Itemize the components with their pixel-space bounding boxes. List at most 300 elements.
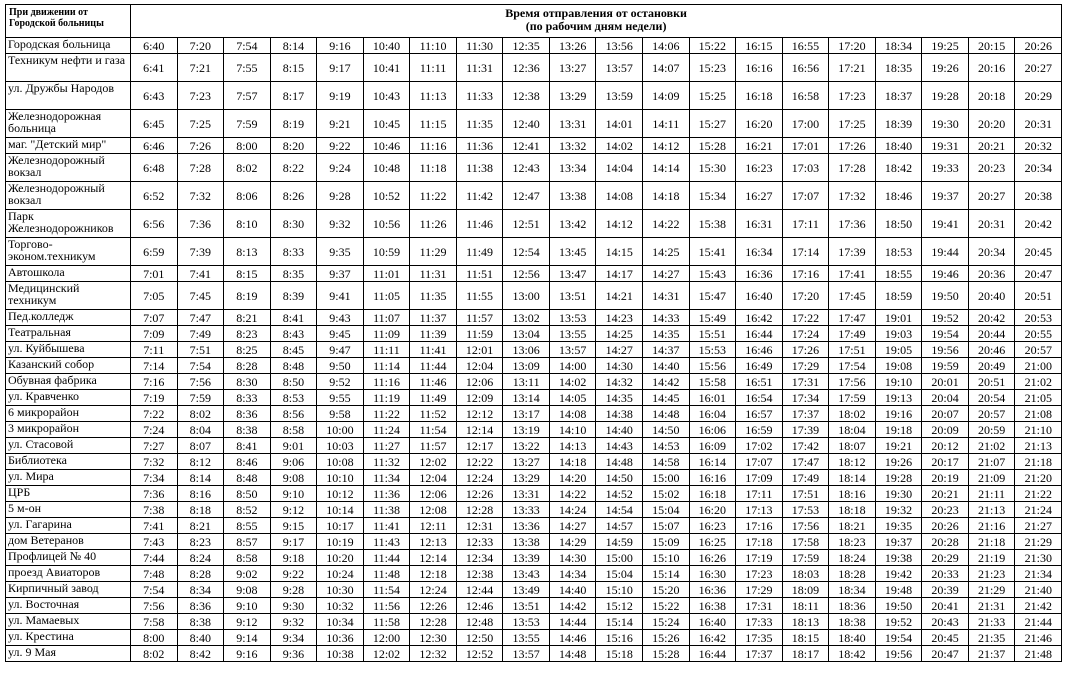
departure-time: 19:21: [875, 438, 922, 454]
departure-time: 19:37: [922, 182, 969, 210]
departure-time: 10:24: [317, 566, 364, 582]
departure-time: 17:22: [782, 310, 829, 326]
departure-time: 12:30: [410, 630, 457, 646]
departure-time: 8:21: [224, 310, 271, 326]
departure-time: 12:09: [456, 390, 503, 406]
departure-time: 14:27: [596, 342, 643, 358]
departure-time: 13:51: [549, 282, 596, 310]
departure-time: 17:49: [782, 470, 829, 486]
departure-time: 20:26: [922, 518, 969, 534]
table-row: [6, 406, 1062, 422]
departure-time: 15:25: [689, 82, 736, 110]
departure-time: 8:52: [224, 502, 271, 518]
departure-time: 20:15: [968, 38, 1015, 54]
departure-time: 21:35: [968, 630, 1015, 646]
departure-time: 12:12: [456, 406, 503, 422]
departure-time: 8:19: [224, 282, 271, 310]
departure-time: 19:01: [875, 310, 922, 326]
departure-time: 20:34: [968, 238, 1015, 266]
departure-time: 15:30: [689, 154, 736, 182]
departure-time: 13:26: [549, 38, 596, 54]
departure-time: 15:00: [643, 470, 690, 486]
departure-time: 13:36: [503, 518, 550, 534]
departure-time: 14:07: [643, 54, 690, 82]
departure-time: 9:21: [317, 110, 364, 138]
departure-time: 14:54: [596, 502, 643, 518]
departure-time: 14:46: [549, 630, 596, 646]
table-row: [6, 630, 1062, 646]
departure-time: 7:36: [131, 486, 178, 502]
departure-time: 19:37: [875, 534, 922, 550]
departure-time: 10:36: [317, 630, 364, 646]
departure-time: 7:21: [177, 54, 224, 82]
departure-time: 12:17: [456, 438, 503, 454]
departure-time: 20:21: [968, 138, 1015, 154]
departure-time: 9:43: [317, 310, 364, 326]
departure-time: 21:44: [1015, 614, 1062, 630]
departure-time: 17:47: [782, 454, 829, 470]
departure-time: 7:11: [131, 342, 178, 358]
stop-name: Театральная: [6, 326, 131, 342]
departure-time: 13:56: [596, 38, 643, 54]
table-row: [6, 82, 1062, 110]
departure-time: 17:13: [736, 502, 783, 518]
departure-time: 13:04: [503, 326, 550, 342]
departure-time: 15:20: [643, 582, 690, 598]
departure-time: 11:31: [410, 266, 457, 282]
departure-time: 16:57: [736, 406, 783, 422]
departure-time: 11:11: [363, 342, 410, 358]
departure-time: 11:15: [410, 110, 457, 138]
departure-time: 20:04: [922, 390, 969, 406]
departure-time: 18:37: [875, 82, 922, 110]
stop-name: Торгово-эконом.техникум: [6, 238, 131, 266]
departure-time: 21:29: [968, 582, 1015, 598]
departure-time: 17:51: [782, 486, 829, 502]
departure-time: 7:59: [224, 110, 271, 138]
departure-time: 9:45: [317, 326, 364, 342]
departure-time: 21:24: [1015, 502, 1062, 518]
departure-time: 20:26: [1015, 38, 1062, 54]
departure-time: 9:32: [270, 614, 317, 630]
departure-time: 19:18: [875, 422, 922, 438]
departure-time: 12:50: [456, 630, 503, 646]
departure-time: 8:12: [177, 454, 224, 470]
departure-time: 8:19: [270, 110, 317, 138]
stop-name: маг. "Детский мир": [6, 138, 131, 154]
departure-time: 17:34: [782, 390, 829, 406]
departure-time: 21:02: [1015, 374, 1062, 390]
departure-time: 12:44: [456, 582, 503, 598]
departure-time: 16:51: [736, 374, 783, 390]
departure-time: 11:39: [410, 326, 457, 342]
departure-time: 19:59: [922, 358, 969, 374]
departure-time: 15:47: [689, 282, 736, 310]
departure-time: 20:23: [922, 502, 969, 518]
departure-time: 16:18: [736, 82, 783, 110]
departure-time: 8:02: [224, 154, 271, 182]
departure-time: 15:10: [596, 582, 643, 598]
departure-time: 20:47: [922, 646, 969, 662]
departure-time: 9:50: [317, 358, 364, 374]
departure-time: 20:29: [1015, 82, 1062, 110]
departure-time: 8:18: [177, 502, 224, 518]
stop-name: Автошкола: [6, 266, 131, 282]
departure-time: 13:57: [549, 342, 596, 358]
departure-time: 19:56: [875, 646, 922, 662]
departure-time: 14:14: [643, 154, 690, 182]
table-row: [6, 454, 1062, 470]
departure-time: 12:40: [503, 110, 550, 138]
departure-time: 9:02: [224, 566, 271, 582]
departure-time: 14:59: [596, 534, 643, 550]
departure-time: 14:43: [596, 438, 643, 454]
departure-time: 11:43: [363, 534, 410, 550]
departure-time: 12:11: [410, 518, 457, 534]
departure-time: 19:10: [875, 374, 922, 390]
departure-time: 7:39: [177, 238, 224, 266]
departure-time: 17:09: [736, 470, 783, 486]
departure-time: 11:49: [456, 238, 503, 266]
table-title: [131, 5, 1062, 38]
departure-time: 19:56: [922, 342, 969, 358]
departure-time: 14:01: [596, 110, 643, 138]
departure-time: 10:10: [317, 470, 364, 486]
departure-time: 10:17: [317, 518, 364, 534]
departure-time: 12:04: [410, 470, 457, 486]
departure-time: 12:47: [503, 182, 550, 210]
departure-time: 12:35: [503, 38, 550, 54]
stop-name: Казанский собор: [6, 358, 131, 374]
departure-time: 16:20: [689, 502, 736, 518]
departure-time: 12:26: [456, 486, 503, 502]
departure-time: 8:58: [224, 550, 271, 566]
departure-time: 8:50: [270, 374, 317, 390]
departure-time: 10:08: [317, 454, 364, 470]
departure-time: 7:20: [177, 38, 224, 54]
table-row: [6, 598, 1062, 614]
departure-time: 18:42: [875, 154, 922, 182]
departure-time: 9:08: [270, 470, 317, 486]
departure-time: 16:30: [689, 566, 736, 582]
departure-time: 8:25: [224, 342, 271, 358]
departure-time: 8:07: [177, 438, 224, 454]
departure-time: 16:09: [689, 438, 736, 454]
departure-time: 18:13: [782, 614, 829, 630]
departure-time: 15:22: [689, 38, 736, 54]
departure-time: 9:19: [317, 82, 364, 110]
departure-time: 12:14: [410, 550, 457, 566]
table-row: [6, 110, 1062, 138]
departure-time: 20:31: [1015, 110, 1062, 138]
departure-time: 13:47: [549, 266, 596, 282]
departure-time: 11:44: [410, 358, 457, 374]
departure-time: 14:04: [596, 154, 643, 182]
departure-time: 11:16: [410, 138, 457, 154]
departure-time: 20:09: [922, 422, 969, 438]
departure-time: 15:09: [643, 534, 690, 550]
departure-time: 21:08: [1015, 406, 1062, 422]
departure-time: 8:23: [224, 326, 271, 342]
departure-time: 11:54: [363, 582, 410, 598]
departure-time: 14:05: [549, 390, 596, 406]
departure-time: 21:16: [968, 518, 1015, 534]
departure-time: 17:26: [782, 342, 829, 358]
departure-time: 20:59: [968, 422, 1015, 438]
departure-time: 14:00: [549, 358, 596, 374]
departure-time: 11:10: [410, 38, 457, 54]
table-row: [6, 646, 1062, 662]
departure-time: 14:25: [643, 238, 690, 266]
departure-time: 21:07: [968, 454, 1015, 470]
departure-time: 19:42: [875, 566, 922, 582]
departure-time: 11:36: [363, 486, 410, 502]
stop-name: Железнодорожный вокзал: [6, 154, 131, 182]
departure-time: 7:34: [131, 470, 178, 486]
stop-name: проезд Авиаторов: [6, 566, 131, 582]
departure-time: 14:30: [549, 550, 596, 566]
stop-name: Техникум нефти и газа: [6, 54, 131, 82]
stop-name: Кирпичный завод: [6, 582, 131, 598]
departure-time: 20:36: [968, 266, 1015, 282]
table-row: [6, 438, 1062, 454]
departure-time: 8:41: [270, 310, 317, 326]
departure-time: 21:22: [1015, 486, 1062, 502]
departure-time: 15:04: [643, 502, 690, 518]
departure-time: 13:14: [503, 390, 550, 406]
departure-time: 14:08: [596, 182, 643, 210]
departure-time: 10:40: [363, 38, 410, 54]
departure-time: 14:35: [596, 390, 643, 406]
departure-time: 18:16: [829, 486, 876, 502]
stop-name: ЦРБ: [6, 486, 131, 502]
departure-time: 17:26: [829, 138, 876, 154]
departure-time: 20:28: [922, 534, 969, 550]
departure-time: 16:01: [689, 390, 736, 406]
departure-time: 11:30: [456, 38, 503, 54]
departure-time: 7:28: [177, 154, 224, 182]
departure-time: 15:58: [689, 374, 736, 390]
departure-time: 8:13: [224, 238, 271, 266]
stop-name: 3 микрорайон: [6, 422, 131, 438]
departure-time: 10:32: [317, 598, 364, 614]
departure-time: 14:08: [549, 406, 596, 422]
departure-time: 11:42: [456, 182, 503, 210]
departure-time: 8:23: [177, 534, 224, 550]
departure-time: 11:57: [410, 438, 457, 454]
departure-time: 17:37: [736, 646, 783, 662]
departure-time: 11:29: [410, 238, 457, 266]
stop-name: Обувная фабрика: [6, 374, 131, 390]
departure-time: 17:42: [782, 438, 829, 454]
departure-time: 12:41: [503, 138, 550, 154]
departure-time: 15:23: [689, 54, 736, 82]
departure-time: 15:38: [689, 210, 736, 238]
departure-time: 14:42: [549, 598, 596, 614]
departure-time: 9:16: [317, 38, 364, 54]
departure-time: 21:13: [1015, 438, 1062, 454]
departure-time: 16:54: [736, 390, 783, 406]
stop-name: Железнодорожный вокзал: [6, 182, 131, 210]
departure-time: 14:24: [549, 502, 596, 518]
departure-time: 11:09: [363, 326, 410, 342]
table-row: [6, 310, 1062, 326]
departure-time: 12:06: [456, 374, 503, 390]
departure-time: 20:47: [1015, 266, 1062, 282]
departure-time: 14:33: [643, 310, 690, 326]
departure-time: 13:17: [503, 406, 550, 422]
departure-time: 14:44: [549, 614, 596, 630]
departure-time: 20:23: [968, 154, 1015, 182]
departure-time: 19:52: [875, 614, 922, 630]
departure-time: 16:34: [736, 238, 783, 266]
departure-time: 13:33: [503, 502, 550, 518]
departure-time: 17:14: [782, 238, 829, 266]
departure-time: 9:06: [270, 454, 317, 470]
departure-time: 18:50: [875, 210, 922, 238]
departure-time: 17:28: [829, 154, 876, 182]
departure-time: 21:40: [1015, 582, 1062, 598]
departure-time: 20:34: [1015, 154, 1062, 182]
stop-name: Библиотека: [6, 454, 131, 470]
departure-time: 12:18: [410, 566, 457, 582]
departure-time: 16:36: [736, 266, 783, 282]
departure-time: 10:14: [317, 502, 364, 518]
departure-time: 14:34: [549, 566, 596, 582]
departure-time: 13:29: [549, 82, 596, 110]
table-row: [6, 550, 1062, 566]
departure-time: 13:29: [503, 470, 550, 486]
departure-time: 8:30: [224, 374, 271, 390]
departure-time: 16:04: [689, 406, 736, 422]
departure-time: 11:01: [363, 266, 410, 282]
departure-time: 8:40: [177, 630, 224, 646]
stop-name: ул. Мира: [6, 470, 131, 486]
departure-time: 21:27: [1015, 518, 1062, 534]
departure-time: 20:16: [968, 54, 1015, 82]
departure-time: 9:17: [317, 54, 364, 82]
departure-time: 17:00: [782, 110, 829, 138]
departure-time: 18:42: [829, 646, 876, 662]
departure-time: 7:58: [131, 614, 178, 630]
departure-time: 18:21: [829, 518, 876, 534]
departure-time: 11:55: [456, 282, 503, 310]
departure-time: 9:47: [317, 342, 364, 358]
departure-time: 16:25: [689, 534, 736, 550]
departure-time: 20:41: [922, 598, 969, 614]
departure-time: 7:16: [131, 374, 178, 390]
departure-time: 7:09: [131, 326, 178, 342]
departure-time: 7:55: [224, 54, 271, 82]
departure-time: 12:22: [456, 454, 503, 470]
departure-time: 17:47: [829, 310, 876, 326]
departure-time: 17:35: [736, 630, 783, 646]
departure-time: 16:36: [689, 582, 736, 598]
departure-time: 9:17: [270, 534, 317, 550]
departure-time: 11:31: [456, 54, 503, 82]
departure-time: 14:58: [643, 454, 690, 470]
departure-time: 15:49: [689, 310, 736, 326]
departure-time: 14:42: [643, 374, 690, 390]
departure-time: 8:33: [224, 390, 271, 406]
departure-time: 12:31: [456, 518, 503, 534]
departure-time: 15:51: [689, 326, 736, 342]
departure-time: 15:18: [596, 646, 643, 662]
departure-time: 14:22: [549, 486, 596, 502]
departure-time: 12:43: [503, 154, 550, 182]
departure-time: 12:13: [410, 534, 457, 550]
departure-time: 11:18: [410, 154, 457, 182]
departure-time: 14:17: [596, 266, 643, 282]
departure-time: 16:31: [736, 210, 783, 238]
departure-time: 8:02: [177, 406, 224, 422]
departure-time: 11:54: [410, 422, 457, 438]
departure-time: 17:07: [782, 182, 829, 210]
departure-time: 19:52: [922, 310, 969, 326]
departure-time: 16:27: [736, 182, 783, 210]
departure-time: 7:45: [177, 282, 224, 310]
departure-time: 8:38: [177, 614, 224, 630]
departure-time: 9:12: [224, 614, 271, 630]
departure-time: 12:06: [410, 486, 457, 502]
departure-time: 7:38: [131, 502, 178, 518]
departure-time: 7:57: [224, 82, 271, 110]
stop-name: ул. Дружбы Народов: [6, 82, 131, 110]
departure-time: 21:48: [1015, 646, 1062, 662]
departure-time: 14:25: [596, 326, 643, 342]
departure-time: 8:28: [224, 358, 271, 374]
departure-time: 17:36: [829, 210, 876, 238]
departure-time: 11:14: [363, 358, 410, 374]
departure-time: 18:07: [829, 438, 876, 454]
departure-time: 16:44: [689, 646, 736, 662]
departure-time: 20:57: [1015, 342, 1062, 358]
departure-time: 7:32: [131, 454, 178, 470]
departure-time: 9:28: [317, 182, 364, 210]
departure-time: 13:55: [549, 326, 596, 342]
departure-time: 15:16: [596, 630, 643, 646]
departure-time: 17:59: [829, 390, 876, 406]
departure-time: 7:43: [131, 534, 178, 550]
departure-time: 19:16: [875, 406, 922, 422]
departure-time: 15:14: [643, 566, 690, 582]
departure-time: 17:16: [736, 518, 783, 534]
departure-time: 16:38: [689, 598, 736, 614]
departure-time: 9:58: [317, 406, 364, 422]
departure-time: 7:54: [177, 358, 224, 374]
departure-time: 8:38: [224, 422, 271, 438]
departure-time: 10:19: [317, 534, 364, 550]
departure-time: 14:02: [549, 374, 596, 390]
table-row: [6, 518, 1062, 534]
departure-time: 18:14: [829, 470, 876, 486]
departure-time: 13:11: [503, 374, 550, 390]
departure-time: 13:55: [503, 630, 550, 646]
departure-time: 14:02: [596, 138, 643, 154]
table-row: [6, 374, 1062, 390]
departure-time: 19:50: [875, 598, 922, 614]
departure-time: 17:39: [782, 422, 829, 438]
departure-time: 16:40: [736, 282, 783, 310]
departure-time: 19:26: [875, 454, 922, 470]
stop-name: 5 м-он: [6, 502, 131, 518]
stop-name: ул. Стасовой: [6, 438, 131, 454]
departure-time: 19:30: [922, 110, 969, 138]
departure-time: 12:26: [410, 598, 457, 614]
departure-time: 21:30: [1015, 550, 1062, 566]
departure-time: 8:02: [131, 646, 178, 662]
departure-time: 19:28: [875, 470, 922, 486]
